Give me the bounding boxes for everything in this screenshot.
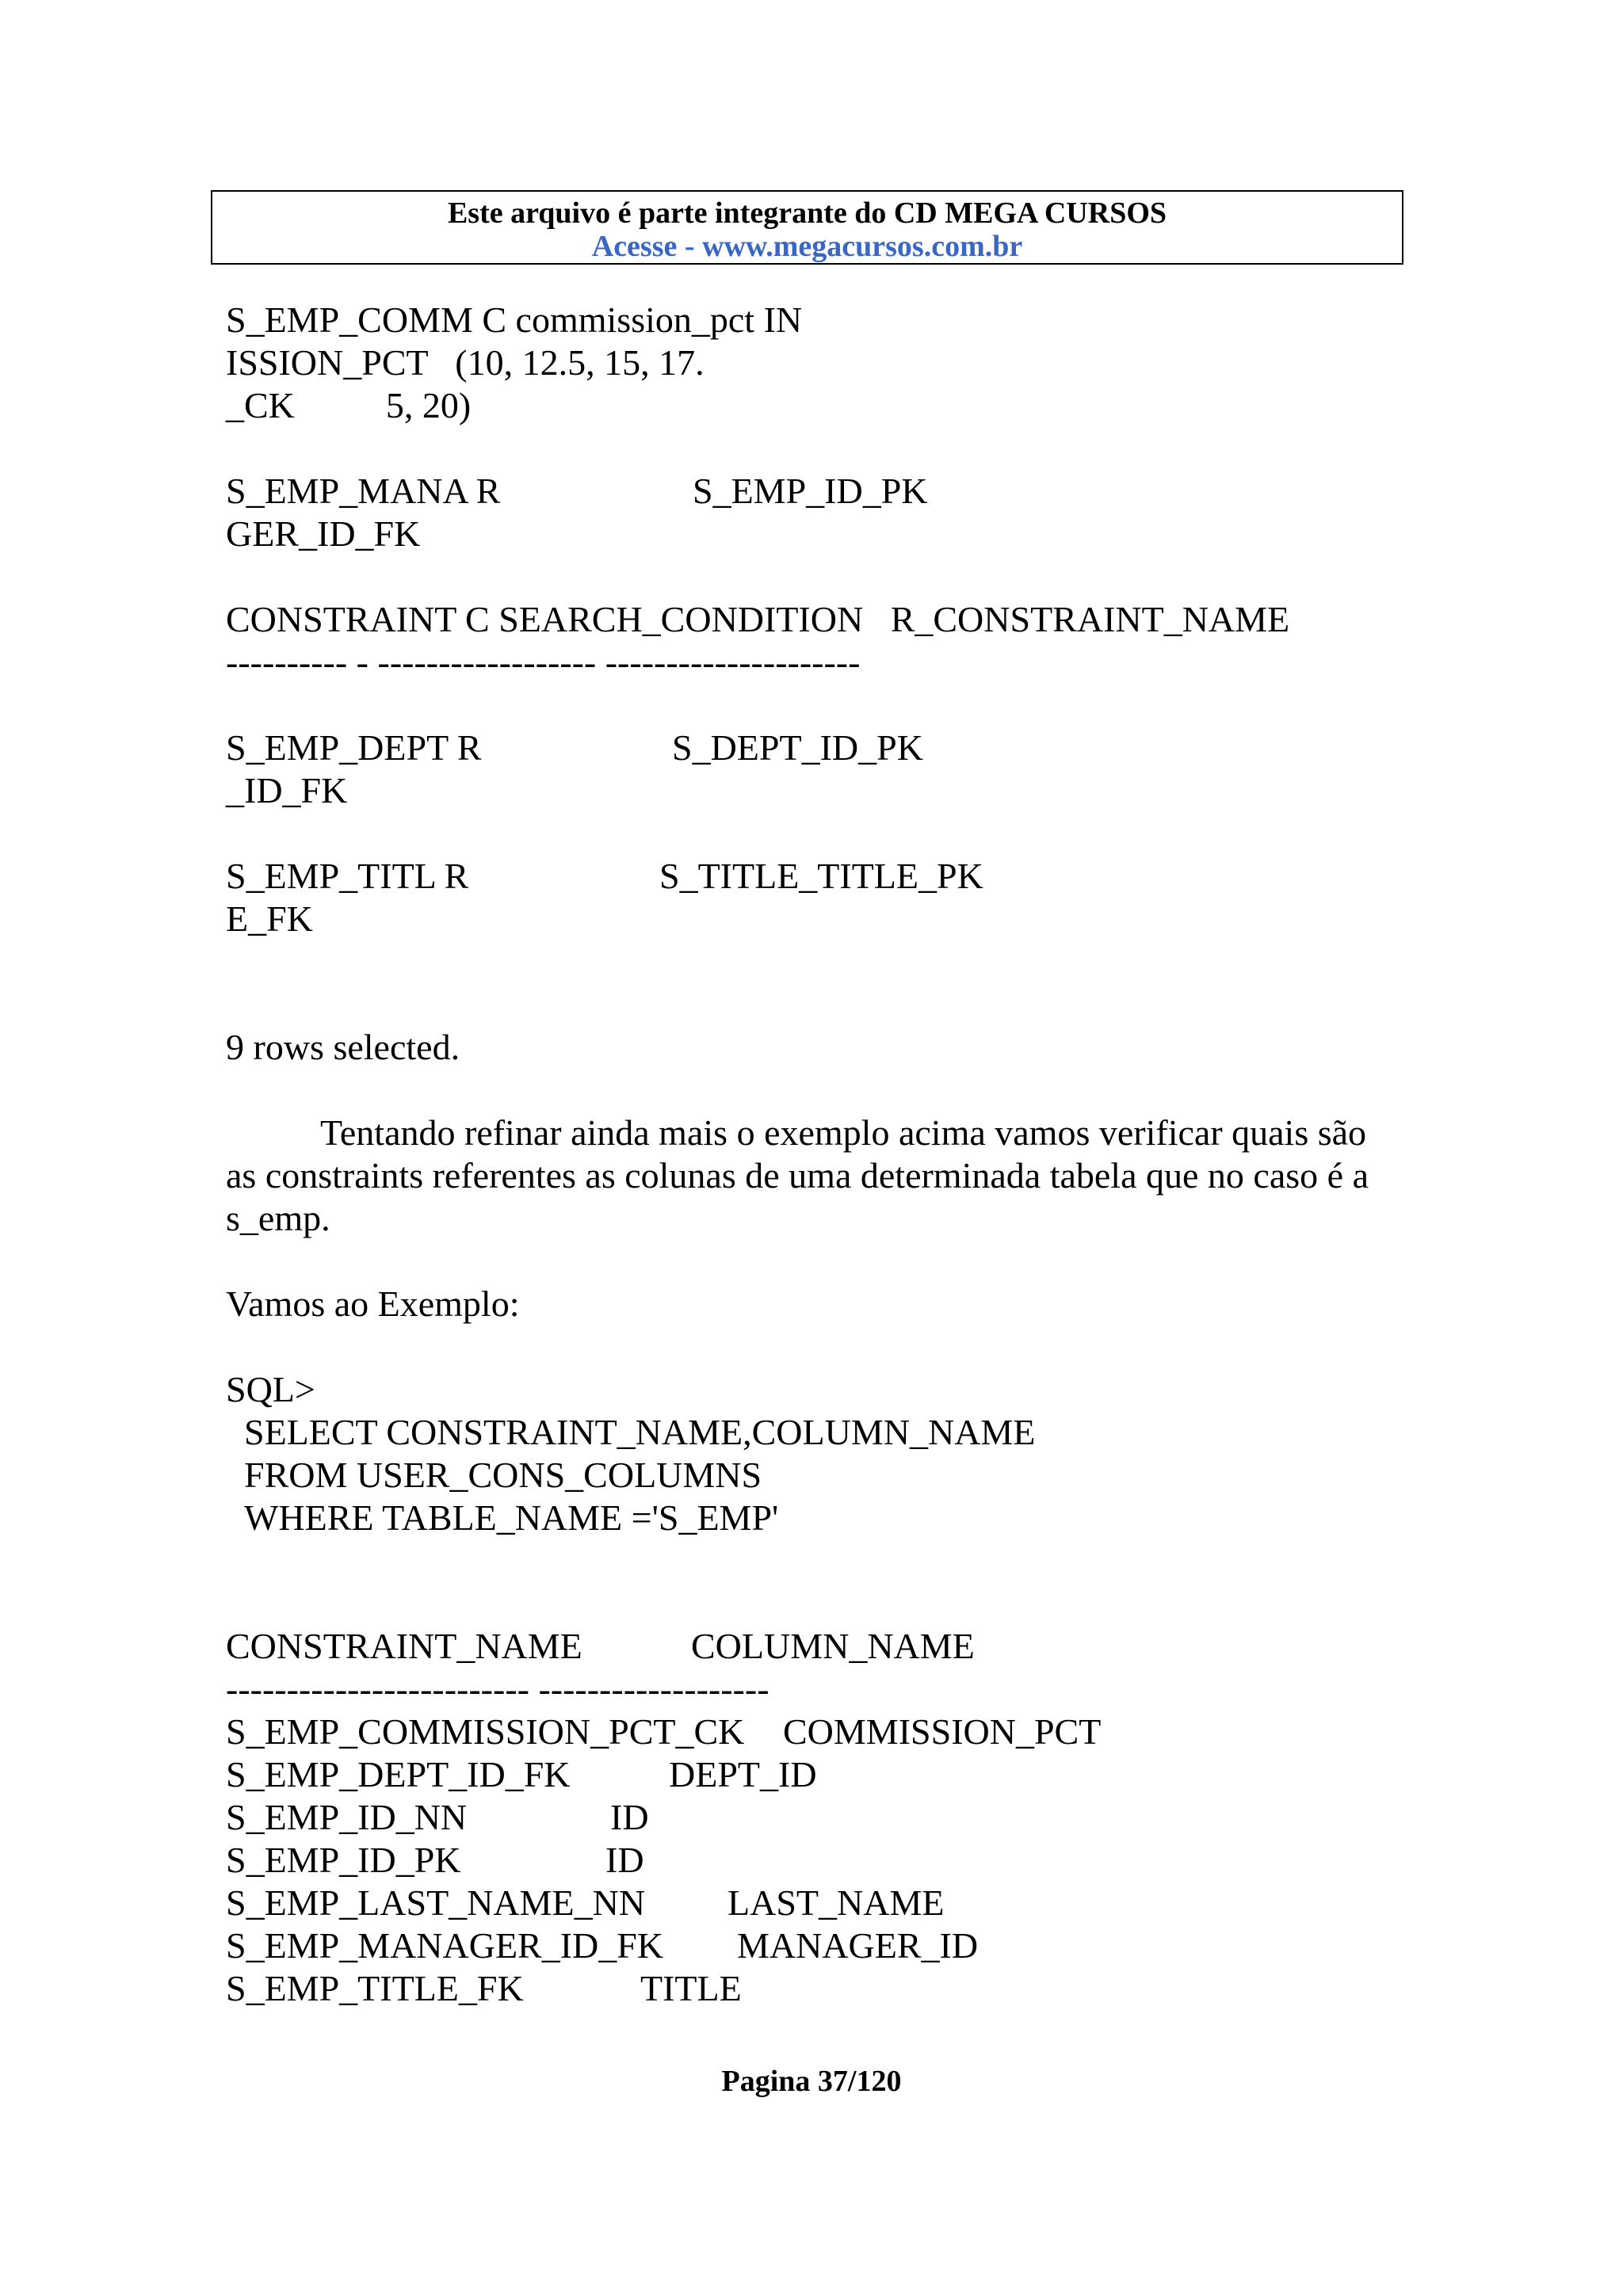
result-cell: S_TITLE_TITLE_PK <box>659 856 983 896</box>
table-row-column: ID <box>605 1840 644 1880</box>
paragraph-line: s_emp. <box>226 1198 330 1238</box>
result-cell: S_EMP_DEPT R <box>226 727 482 768</box>
table-row-constraint: S_EMP_ID_NN <box>226 1797 468 1837</box>
header-banner <box>211 190 1403 265</box>
example-label: Vamos ao Exemplo: <box>226 1283 520 1324</box>
column-separator: ---------- - ------------------ --------------------- <box>226 642 861 682</box>
table-row-column: TITLE <box>640 1968 742 2008</box>
sql-line: FROM USER_CONS_COLUMNS <box>244 1455 762 1495</box>
table-row-constraint: S_EMP_COMMISSION_PCT_CK <box>226 1711 745 1752</box>
result-line: S_EMP_COMM C commission_pct IN <box>226 299 803 340</box>
table-header-constraint: CONSTRAINT_NAME <box>226 1626 582 1666</box>
result-line: ISSION_PCT (10, 12.5, 15, 17. <box>226 342 705 383</box>
table-row-column: MANAGER_ID <box>737 1925 979 1966</box>
result-cell: S_EMP_MANA R <box>226 471 501 511</box>
page-number: Pagina 37/120 <box>721 2065 902 2098</box>
result-cell: S_DEPT_ID_PK <box>672 727 923 768</box>
header-title: Este arquivo é parte integrante do CD MEGA CURSOS <box>447 196 1167 230</box>
table-header-column: COLUMN_NAME <box>691 1626 975 1666</box>
table-row-column: DEPT_ID <box>669 1754 817 1794</box>
table-row-column: ID <box>610 1797 649 1837</box>
table-row-column: COMMISSION_PCT <box>783 1711 1102 1752</box>
paragraph-line: Tentando refinar ainda mais o exemplo acima vamos verificar quais são <box>320 1112 1367 1153</box>
rows-selected: 9 rows selected. <box>226 1027 460 1067</box>
sql-line: SELECT CONSTRAINT_NAME,COLUMN_NAME <box>244 1412 1036 1452</box>
result-cell: S_EMP_TITL R <box>226 856 469 896</box>
table-row-constraint: S_EMP_LAST_NAME_NN <box>226 1882 646 1923</box>
header-link[interactable]: Acesse - www.megacursos.com.br <box>591 230 1023 263</box>
table-row-constraint: S_EMP_DEPT_ID_FK <box>226 1754 571 1794</box>
table-row-constraint: S_EMP_ID_PK <box>226 1840 461 1880</box>
result-cell: S_EMP_ID_PK <box>693 471 928 511</box>
sql-prompt: SQL> <box>226 1369 315 1409</box>
result-cell: E_FK <box>226 898 313 939</box>
result-cell: _ID_FK <box>226 770 348 810</box>
column-header-row: CONSTRAINT C SEARCH_CONDITION R_CONSTRAINT_NAME <box>226 599 1290 639</box>
result-line: _CK 5, 20) <box>226 385 472 425</box>
paragraph-line: as constraints referentes as colunas de uma determinada tabela que no caso é a <box>226 1155 1369 1196</box>
sql-line: WHERE TABLE_NAME ='S_EMP' <box>244 1497 779 1538</box>
table-row-column: LAST_NAME <box>727 1882 945 1923</box>
table-separator: ------------------------- ------------------- <box>226 1669 769 1709</box>
table-row-constraint: S_EMP_TITLE_FK <box>226 1968 524 2008</box>
table-row-constraint: S_EMP_MANAGER_ID_FK <box>226 1925 664 1966</box>
result-cell: GER_ID_FK <box>226 513 421 554</box>
